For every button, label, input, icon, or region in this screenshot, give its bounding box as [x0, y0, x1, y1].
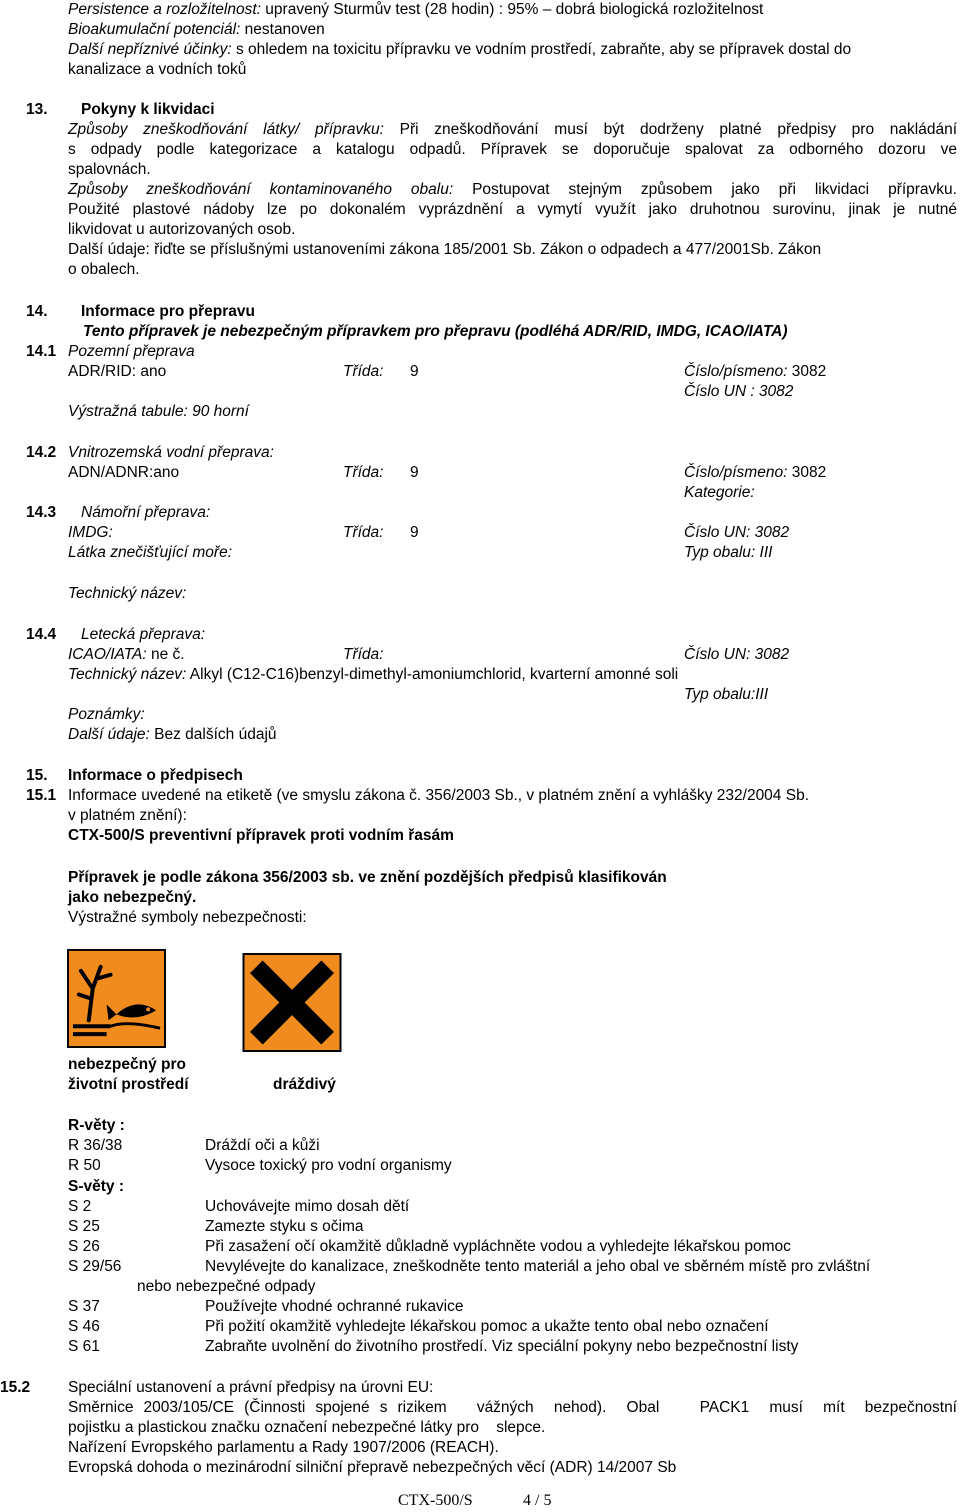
s-phrase-code: S 61 [68, 1338, 100, 1355]
un-number-4: Číslo UN: 3082 [684, 646, 790, 663]
footer-page-number: 4 / 5 [523, 1492, 552, 1509]
further-data-line: Další údaje: Bez dalších údajů [68, 726, 277, 743]
further-info-line-1: Další údaje: řiďte se příslušnými ustanoveními zákona 185/2001 Sb. Zákon o odpadech a 477/2001Sb. Zákon [68, 241, 822, 258]
section-14-number: 14. [26, 303, 48, 320]
adn-adnr: ADN/ADNR:ano [68, 464, 180, 481]
s-phrase-text-continued: nebo nebezpečné odpady [137, 1278, 316, 1295]
section-14-3-number: 14.3 [26, 504, 57, 521]
class-value-1: 9 [410, 363, 419, 380]
environment-hazard-caption-1: nebezpečný pro [68, 1056, 186, 1073]
label-info-line-2: v platném znění): [68, 807, 187, 824]
other-effects-value: s ohledem na toxicitu přípravku ve vodním prostředí, zabraňte, aby se přípravek dostal do [236, 41, 852, 58]
bioaccumulation-value: nestanoven [244, 21, 325, 38]
class-label-2: Třída: [343, 464, 384, 481]
bioaccumulation-line [68, 20, 325, 40]
section-14-4-number: 14.4 [26, 626, 57, 643]
disposal-substance-line-1: Způsoby zneškodňování látky/ přípravku: Při zneškodňování musí být dodrženy platné předpisy pro nakládání [68, 121, 957, 138]
bioaccumulation-label: Bioakumulační potenciál: [68, 21, 241, 38]
warning-plate: Výstražná tabule: 90 horní [68, 403, 249, 420]
reach-regulation: Nařízení Evropského parlamentu a Rady 1907/2006 (REACH). [68, 1439, 499, 1456]
s-phrase-code: S 46 [68, 1318, 100, 1335]
transport-dangerous-note: Tento přípravek je nebezpečným přípravkem pro přepravu (podléhá ADR/RID, IMDG, ICAO/IATA) [83, 323, 788, 340]
class-value-3: 9 [410, 524, 419, 541]
disposal-packaging-line: Způsoby zneškodňování kontaminovaného obalu: Postupovat stejným způsobem jako při likvidaci přípravku. [68, 181, 957, 198]
r-phrase-code: R 36/38 [68, 1137, 123, 1154]
section-14-title: Informace pro přepravu [81, 303, 255, 320]
s-phrase-text: Uchovávejte mimo dosah dětí [205, 1198, 410, 1215]
classification-line-2: jako nebezpečný. [68, 889, 197, 906]
technical-name-label: Technický název: [68, 585, 187, 602]
plastic-containers-line-1: Použité plastové nádoby lze po dokonalém vyprázdnění a vymytí využít jako druhotnou surovinu, jinak je nutné [68, 201, 957, 218]
class-value-2: 9 [410, 464, 419, 481]
r-phrase-text: Dráždí oči a kůži [205, 1137, 320, 1154]
plastic-containers-line-2: likvidovat u autorizovaných osob. [68, 221, 296, 238]
eu-regulations-title: Speciální ustanovení a právní předpisy na úrovni EU: [68, 1379, 434, 1396]
inland-water-title: Vnitrozemská vodní přeprava: [68, 444, 274, 461]
eu-directive-line-2: pojistku a plastickou značku označení nebezpečné látky pro slepce. [68, 1419, 546, 1436]
environment-hazard-icon [67, 949, 166, 1048]
sea-transport-title: Námořní přeprava: [81, 504, 211, 521]
label-info-line-1: Informace uvedené na etiketě (ve smyslu zákona č. 356/2003 Sb., v platném znění a vyhlášky 232/2004 Sb. [68, 787, 809, 804]
s-phrase-text: Používejte vhodné ochranné rukavice [205, 1298, 464, 1315]
notes-label: Poznámky: [68, 706, 145, 723]
section-15-2-number: 15.2 [0, 1379, 31, 1396]
s-phrase-code: S 37 [68, 1298, 100, 1315]
persistence-line [68, 0, 763, 20]
class-label-3: Třída: [343, 524, 384, 541]
section-15-number: 15. [26, 767, 48, 784]
irritant-caption: dráždivý [273, 1076, 336, 1093]
eu-directive-line-1: Směrnice 2003/105/CE (Činnosti spojené s rizikem vážných nehod). Obal PACK1 musí mít bezpečnostní [68, 1399, 957, 1416]
persistence-value: upravený Sturmův test (28 hodin) : 95% – dobrá biologická rozložitelnost [265, 1, 764, 18]
technical-name-line: Technický název: Alkyl (C12-C16)benzyl-dimethyl-amoniumchlorid, kvarterní amonné soli [68, 666, 679, 683]
disposal-substance-line-2: s odpady podle kategorizace a katalogu odpadů. Přípravek se doporučuje spalovat za odborného dozoru ve [68, 141, 957, 158]
s-phrase-code: S 25 [68, 1218, 100, 1235]
r-phrases-title: R-věty : [68, 1117, 125, 1134]
other-effects-line [68, 40, 851, 60]
environment-hazard-caption-2: životní prostředí [68, 1076, 189, 1093]
hazard-symbols-label: Výstražné symboly nebezpečnosti: [68, 909, 307, 926]
icao-iata: ICAO/IATA: ne č. [68, 646, 185, 663]
category-label: Kategorie: [684, 484, 755, 501]
s-phrase-code: S 2 [68, 1198, 92, 1215]
adr-rid: ADR/RID: ano [68, 363, 167, 380]
other-effects-label: Další nepříznivé účinky: [68, 41, 232, 58]
s-phrase-code: S 29/56 [68, 1258, 122, 1275]
s-phrase-text: Zabraňte uvolnění do životního prostředí. Viz speciální pokyny nebo bezpečnostní listy [205, 1338, 799, 1355]
disposal-packaging-label: Způsoby zneškodňování kontaminovaného obalu: [68, 181, 454, 198]
disposal-substance-label: Způsoby zneškodňování látky/ přípravku: [68, 121, 384, 138]
class-label-4: Třída: [343, 646, 384, 663]
footer-document-code: CTX-500/S [398, 1492, 473, 1509]
adr-agreement: Evropská dohoda o mezinárodní silniční přepravě nebezpečných věcí (ADR) 14/2007 Sb [68, 1459, 677, 1476]
s-phrase-text: Při zasažení očí okamžitě důkladně vypláchněte vodou a vyhledejte lékařskou pomoc [205, 1238, 791, 1255]
un-number-3: Číslo UN: 3082 [684, 524, 790, 541]
product-name: CTX-500/S preventivní přípravek proti vodním řasám [68, 827, 454, 844]
class-label-1: Třída: [343, 363, 384, 380]
un-number-1: Číslo UN : 3082 [684, 383, 794, 400]
imdg-label: IMDG: [68, 524, 113, 541]
section-14-2-number: 14.2 [26, 444, 57, 461]
s-phrase-text: Nevylévejte do kanalizace, zneškodněte tento materiál a jeho obal ve sběrném místě pro zvláštní [205, 1258, 871, 1275]
section-14-1-number: 14.1 [26, 343, 57, 360]
marine-pollutant-label: Látka znečišťující moře: [68, 544, 232, 561]
persistence-label: Persistence a rozložitelnost: [68, 1, 261, 18]
s-phrases-title: S-věty : [68, 1178, 124, 1195]
r-phrase-code: R 50 [68, 1157, 101, 1174]
number-letter-2: Číslo/písmeno: 3082 [684, 464, 827, 481]
air-transport-title: Letecká přeprava: [81, 626, 206, 643]
s-phrase-text: Zamezte styku s očima [205, 1218, 364, 1235]
land-transport-title: Pozemní přeprava [68, 343, 195, 360]
further-info-line-2: o obalech. [68, 261, 140, 278]
section-15-1-number: 15.1 [26, 787, 57, 804]
section-13-number: 13. [26, 101, 48, 118]
number-letter-1: Číslo/písmeno: 3082 [684, 363, 827, 380]
disposal-substance-line-3: spalovnách. [68, 161, 151, 178]
section-13-title: Pokyny k likvidaci [81, 101, 215, 118]
s-phrase-code: S 26 [68, 1238, 100, 1255]
packing-type-4: Typ obalu:III [684, 686, 769, 703]
irritant-hazard-icon [241, 953, 343, 1052]
section-15-title: Informace o předpisech [68, 767, 243, 784]
r-phrase-text: Vysoce toxický pro vodní organismy [205, 1157, 452, 1174]
other-effects-line-2: kanalizace a vodních toků [68, 61, 247, 78]
s-phrase-text: Při požití okamžitě vyhledejte lékařskou pomoc a ukažte tento obal nebo označení [205, 1318, 769, 1335]
classification-line-1: Přípravek je podle zákona 356/2003 sb. ve znění pozdějších předpisů klasifikován [68, 869, 667, 886]
packing-type-3: Typ obalu: III [684, 544, 773, 561]
